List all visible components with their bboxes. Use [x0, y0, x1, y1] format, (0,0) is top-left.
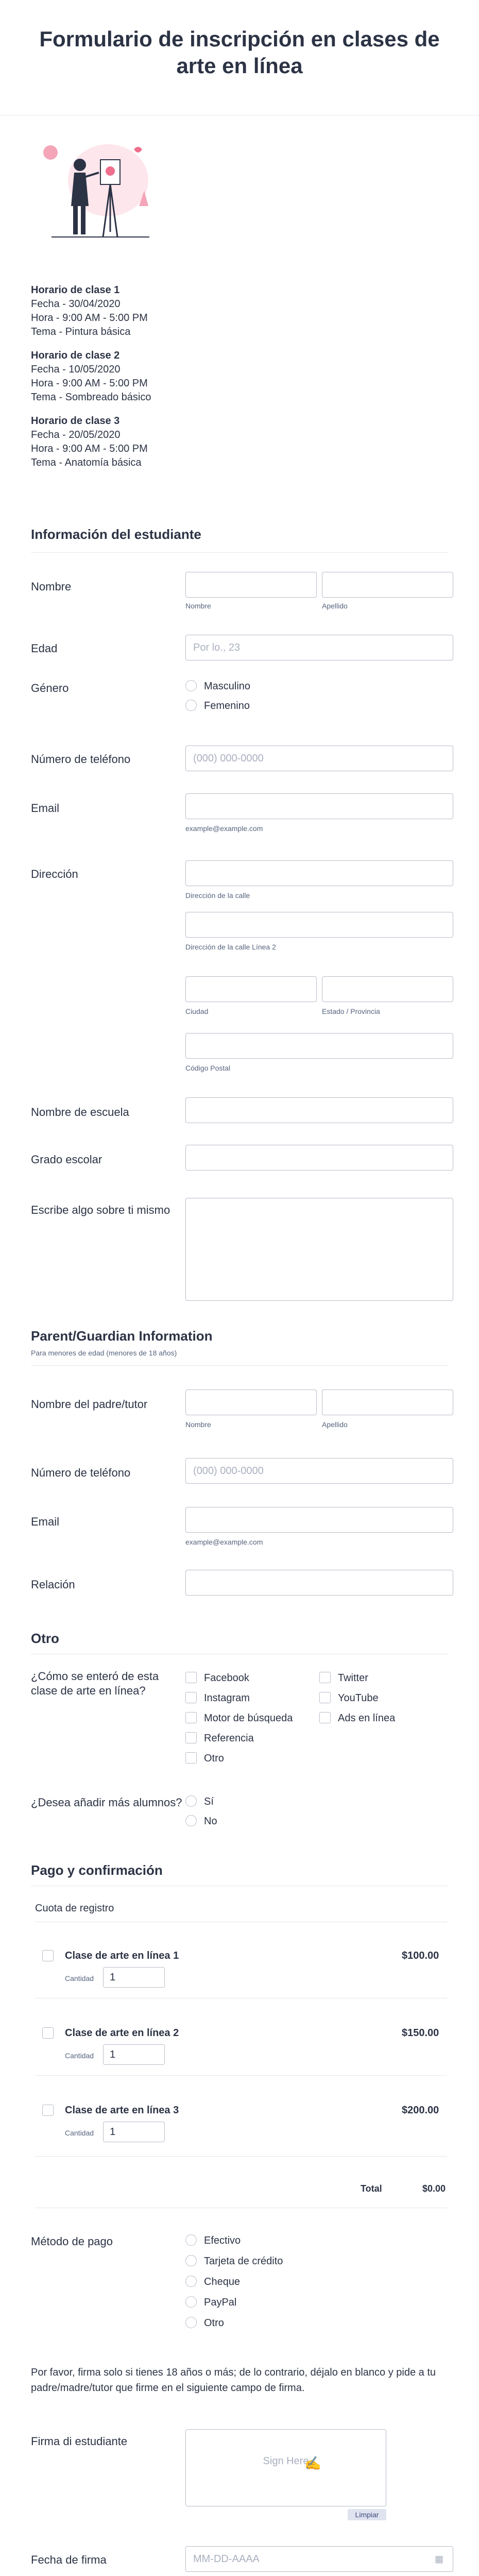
state-sublabel: Estado / Provincia: [322, 1007, 380, 1015]
email-input[interactable]: [185, 793, 453, 819]
referral-instagram-label: Instagram: [204, 1692, 250, 1704]
about-label: Escribe algo sobre ti mismo: [31, 1204, 170, 1216]
class3-name: Clase de arte en línea 3: [65, 2105, 179, 2116]
class1-qty-label: Cantidad: [65, 1974, 94, 1982]
address-label: Dirección: [31, 868, 78, 880]
class2-qty-label: Cantidad: [65, 2052, 94, 2060]
class1-name: Clase de arte en línea 1: [65, 1950, 179, 1961]
parent-first-sublabel: Nombre: [185, 1420, 211, 1429]
class1-qty-select[interactable]: 1: [103, 1967, 165, 1988]
form-header: [0, 0, 479, 115]
street-sublabel: Dirección de la calle: [185, 891, 250, 900]
method-other-radio[interactable]: [185, 2317, 197, 2328]
first-name-sublabel: Nombre: [185, 602, 211, 610]
schedule-1-heading: Horario de clase 1: [31, 284, 120, 296]
total-value: $0.00: [422, 2183, 446, 2194]
form-title: Formulario de inscripción en clases de arte en línea: [39, 27, 440, 78]
referral-other-checkbox[interactable]: [185, 1752, 197, 1764]
gender-male-radio[interactable]: [185, 680, 197, 691]
street-input[interactable]: [185, 860, 453, 886]
referral-referral-checkbox[interactable]: [185, 1732, 197, 1743]
class3-price: $200.00: [402, 2105, 439, 2116]
registration-fee-label: Cuota de registro: [35, 1903, 114, 1914]
relation-input[interactable]: [185, 1570, 453, 1596]
parent-email-label: Email: [31, 1515, 60, 1528]
class3-checkbox[interactable]: [42, 2105, 54, 2116]
parent-first-name-input[interactable]: [185, 1389, 317, 1415]
schedule-2-topic: Tema - Sombreado básico: [31, 392, 151, 403]
class1-checkbox[interactable]: [42, 1950, 54, 1961]
age-label: Edad: [31, 642, 58, 655]
email-label: Email: [31, 802, 60, 815]
email-sublabel: example@example.com: [185, 824, 263, 833]
schedule-2-heading: Horario de clase 2: [31, 350, 120, 361]
class3-qty-select[interactable]: 1: [103, 2122, 165, 2142]
zip-sublabel: Código Postal: [185, 1064, 231, 1072]
payment-section-heading: Pago y confirmación: [31, 1862, 163, 1878]
schedule-3-topic: Tema - Anatomía básica: [31, 457, 142, 468]
other-section-heading: Otro: [31, 1631, 59, 1646]
schedule-1-date: Fecha - 30/04/2020: [31, 298, 121, 310]
referral-facebook-label: Facebook: [204, 1672, 249, 1684]
method-card-radio[interactable]: [185, 2255, 197, 2266]
relation-label: Relación: [31, 1578, 75, 1591]
pen-icon: ✍: [304, 2455, 321, 2471]
referral-question: ¿Cómo se enteró de esta clase de arte en línea?: [31, 1670, 159, 1697]
parent-phone-label: Número de teléfono: [31, 1466, 131, 1479]
parent-email-sublabel: example@example.com: [185, 1538, 263, 1546]
payment-method-label: Método de pago: [31, 2235, 113, 2248]
class1-price: $100.00: [402, 1950, 439, 1961]
referral-search-checkbox[interactable]: [185, 1712, 197, 1723]
age-input[interactable]: Por lo., 23: [185, 635, 453, 660]
city-input[interactable]: [185, 976, 317, 1002]
parent-name-label: Nombre del padre/tutor: [31, 1398, 148, 1411]
method-card-label: Tarjeta de crédito: [204, 2256, 283, 2267]
schedule-1-topic: Tema - Pintura básica: [31, 326, 131, 337]
referral-youtube-checkbox[interactable]: [319, 1692, 331, 1703]
method-check-radio[interactable]: [185, 2276, 197, 2287]
parent-section-heading: Parent/Guardian Information: [31, 1328, 213, 1344]
street2-input[interactable]: [185, 912, 453, 938]
schedule-3-heading: Horario de clase 3: [31, 415, 120, 427]
name-label: Nombre: [31, 580, 72, 593]
city-sublabel: Ciudad: [185, 1007, 209, 1015]
class2-qty-select[interactable]: 1: [103, 2044, 165, 2065]
method-cash-radio[interactable]: [185, 2234, 197, 2246]
sign-here-text: Sign Here: [263, 2455, 309, 2467]
artist-illustration: [31, 129, 165, 247]
first-name-input[interactable]: [185, 572, 317, 598]
about-textarea[interactable]: [185, 1198, 453, 1301]
more-students-question: ¿Desea añadir más alumnos?: [31, 1796, 182, 1809]
gender-female-radio[interactable]: [185, 700, 197, 711]
method-paypal-label: PayPal: [204, 2297, 237, 2308]
last-name-sublabel: Apellido: [322, 602, 348, 610]
class2-checkbox[interactable]: [42, 2027, 54, 2039]
parent-phone-input[interactable]: (000) 000-0000: [185, 1458, 453, 1484]
gender-label: Género: [31, 682, 69, 694]
parent-last-name-input[interactable]: [322, 1389, 453, 1415]
student-signature-label: Firma di estudiante: [31, 2435, 128, 2448]
more-students-no-label: No: [204, 1816, 217, 1827]
calendar-icon[interactable]: ▦: [435, 2554, 444, 2564]
gender-female-label: Femenino: [204, 700, 250, 711]
student-date-label: Fecha de firma: [31, 2553, 107, 2566]
gender-male-label: Masculino: [204, 681, 251, 692]
student-signature-clear-button[interactable]: Limpiar: [348, 2509, 386, 2520]
grade-input[interactable]: [185, 1145, 453, 1171]
class2-price: $150.00: [402, 2027, 439, 2039]
referral-search-label: Motor de búsqueda: [204, 1713, 293, 1724]
zip-input[interactable]: [185, 1033, 453, 1059]
parent-email-input[interactable]: [185, 1507, 453, 1533]
street2-sublabel: Dirección de la calle Línea 2: [185, 943, 276, 951]
section-divider: [31, 552, 448, 553]
method-other-label: Otro: [204, 2317, 224, 2329]
item-divider: [35, 2156, 447, 2157]
referral-facebook-checkbox[interactable]: [185, 1672, 197, 1683]
method-check-label: Cheque: [204, 2276, 241, 2287]
schedule-2-time: Hora - 9:00 AM - 5:00 PM: [31, 378, 148, 389]
student-section-heading: Información del estudiante: [31, 527, 201, 542]
referral-youtube-label: YouTube: [338, 1692, 379, 1704]
schedule-1-time: Hora - 9:00 AM - 5:00 PM: [31, 312, 148, 324]
class2-name: Clase de arte en línea 2: [65, 2027, 179, 2039]
phone-label: Número de teléfono: [31, 753, 131, 766]
parent-section-note: Para menores de edad (menores de 18 años): [31, 1349, 177, 1357]
referral-ads-checkbox[interactable]: [319, 1712, 331, 1723]
total-label: Total: [361, 2183, 382, 2194]
more-students-no-radio[interactable]: [185, 1815, 197, 1826]
student-date-input[interactable]: MM-DD-AAAA: [185, 2546, 453, 2572]
section-divider: [31, 1365, 448, 1366]
referral-ads-label: Ads en línea: [338, 1713, 396, 1724]
school-label: Nombre de escuela: [31, 1106, 129, 1118]
item-divider: [35, 2075, 447, 2076]
last-name-input[interactable]: [322, 572, 453, 598]
referral-twitter-label: Twitter: [338, 1672, 368, 1684]
schedule-2-date: Fecha - 10/05/2020: [31, 364, 121, 375]
method-paypal-radio[interactable]: [185, 2296, 197, 2308]
referral-twitter-checkbox[interactable]: [319, 1672, 331, 1683]
referral-other-label: Otro: [204, 1753, 224, 1764]
class-schedule: [31, 283, 319, 470]
referral-instagram-checkbox[interactable]: [185, 1692, 197, 1703]
phone-input[interactable]: (000) 000-0000: [185, 745, 453, 771]
student-signature-pad[interactable]: [185, 2429, 386, 2506]
schedule-3-date: Fecha - 20/05/2020: [31, 429, 121, 440]
state-input[interactable]: [322, 976, 453, 1002]
referral-referral-label: Referencia: [204, 1733, 254, 1744]
grade-label: Grado escolar: [31, 1153, 102, 1166]
method-cash-label: Efectivo: [204, 2235, 241, 2246]
school-input[interactable]: [185, 1097, 453, 1123]
schedule-3-time: Hora - 9:00 AM - 5:00 PM: [31, 443, 148, 454]
parent-last-sublabel: Apellido: [322, 1420, 348, 1429]
signature-note: Por favor, firma solo si tienes 18 años o más; de lo contrario, déjalo en blanco y pide a tu padre/madre/tutor que firme en el siguiente campo de firma.: [31, 2367, 436, 2394]
more-students-yes-label: Sí: [204, 1796, 214, 1807]
class3-qty-label: Cantidad: [65, 2129, 94, 2137]
more-students-yes-radio[interactable]: [185, 1795, 197, 1807]
